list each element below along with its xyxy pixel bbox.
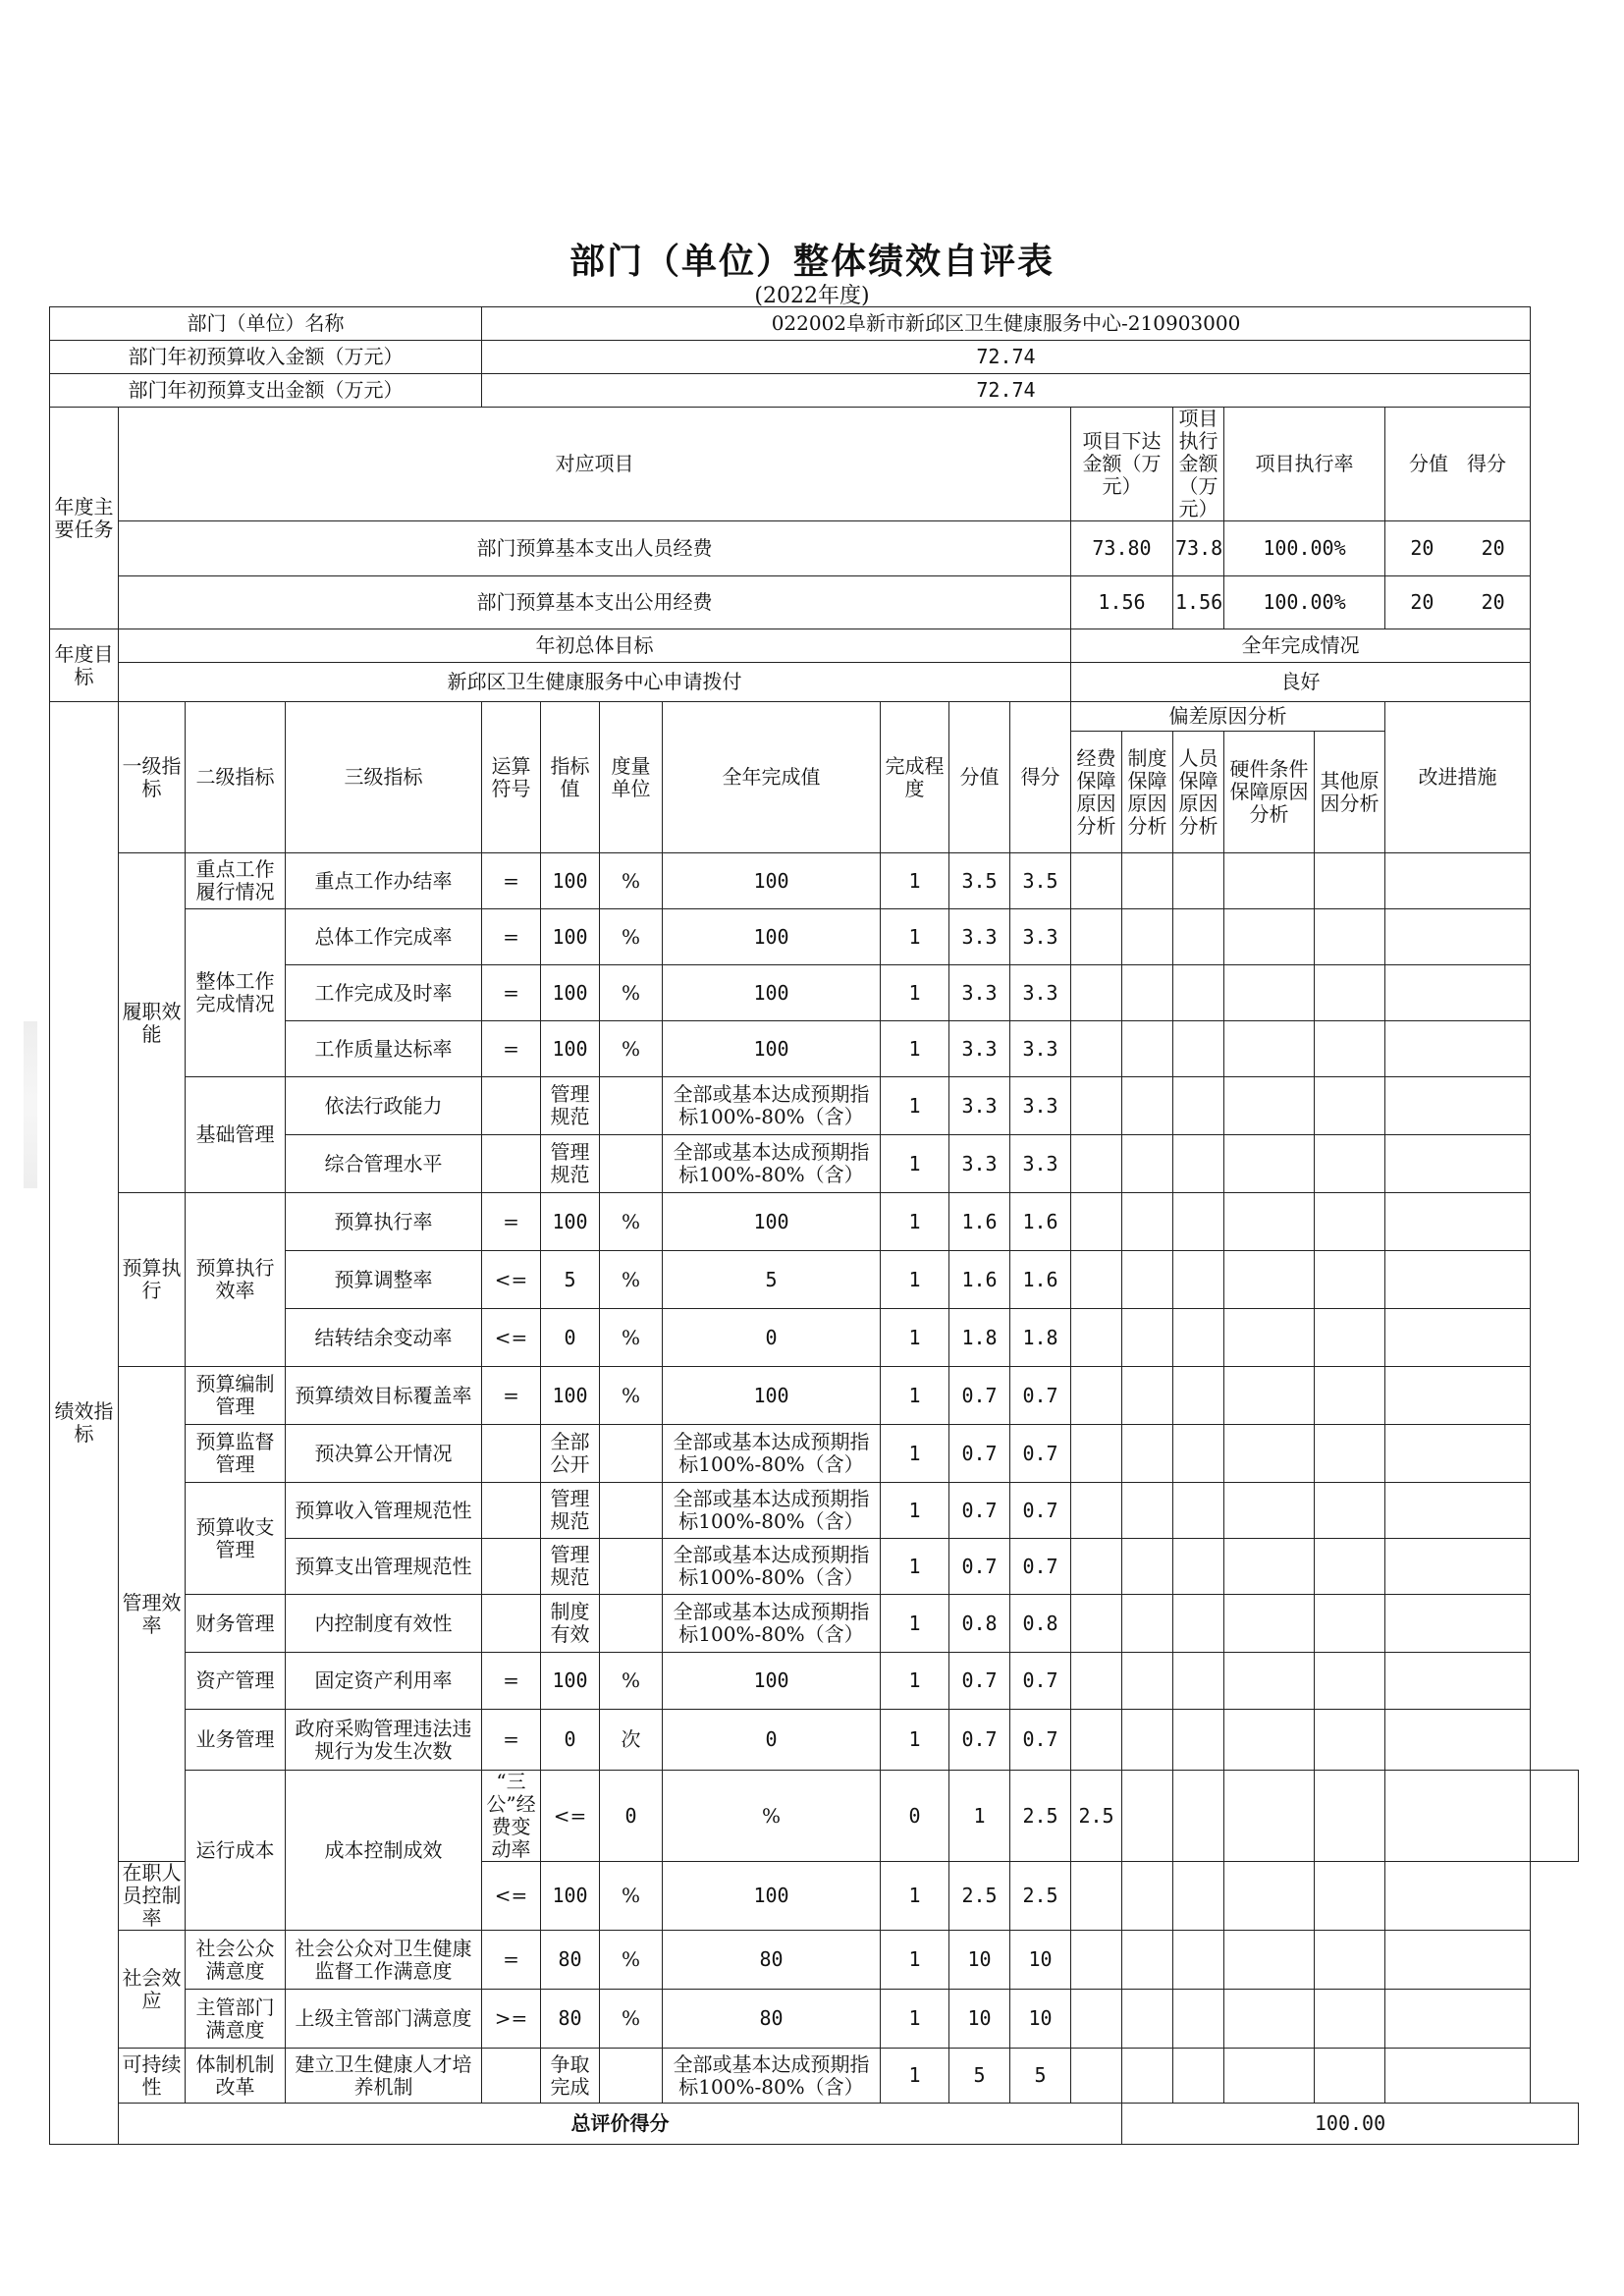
income-row: [50, 341, 1579, 374]
task-project: 部门预算基本支出公用经费: [119, 576, 1071, 629]
weight-value: 0.7: [949, 1653, 1010, 1710]
header-target: 指标值: [541, 702, 600, 853]
group-label: 运行成本: [186, 1771, 286, 1931]
unit-value: [600, 1483, 663, 1539]
l3-label: 在职人员控制率: [119, 1862, 186, 1931]
target-value: 100: [541, 1653, 600, 1710]
indicator-row: [50, 1077, 1579, 1135]
unit-value: %: [600, 1251, 663, 1309]
degree-value: 1: [881, 1595, 949, 1653]
weight-value: 10: [949, 1990, 1010, 2049]
op-value: =: [482, 1021, 541, 1077]
op-value: [482, 2049, 541, 2104]
unit-value: %: [600, 965, 663, 1021]
score-value: 1.8: [1010, 1309, 1071, 1367]
sub-label: 社会公众满意度: [186, 1931, 286, 1990]
degree-value: 1: [881, 2049, 949, 2104]
unit-value: %: [600, 1309, 663, 1367]
indicator-row: [50, 2049, 1579, 2104]
goals-section-label: 年度目标: [50, 629, 119, 702]
l3-label: 预决算公开情况: [286, 1425, 482, 1483]
op-value: =: [482, 1193, 541, 1251]
weight-value: 10: [949, 1931, 1010, 1990]
indicator-row: [50, 1595, 1579, 1653]
score-value: 1.6: [1010, 1251, 1071, 1309]
degree-value: 1: [881, 1021, 949, 1077]
actual-value: 0: [881, 1771, 949, 1862]
group-label: 预算执行: [119, 1193, 186, 1367]
degree-value: 1: [881, 1990, 949, 2049]
task-weight: 20: [1410, 536, 1435, 560]
target-value: 管理规范: [541, 1135, 600, 1193]
weight-value: 3.3: [949, 1021, 1010, 1077]
op-value: <=: [482, 1309, 541, 1367]
sub-label: 预算执行效率: [186, 1193, 286, 1367]
page-title: 部门（单位）整体绩效自评表: [568, 241, 1055, 282]
target-value: 100: [541, 1193, 600, 1251]
unit-value: %: [600, 1931, 663, 1990]
tasks-header-exec-rate: 项目执行率: [1224, 408, 1385, 521]
l3-label: 政府采购管理违法违规行为发生次数: [286, 1710, 482, 1771]
target-value: 100: [541, 1367, 600, 1425]
degree-value: 1: [881, 1710, 949, 1771]
sub-label: 重点工作履行情况: [186, 853, 286, 909]
target-value: 管理规范: [541, 1077, 600, 1135]
l3-label: 工作完成及时率: [286, 965, 482, 1021]
task-budget: 1.56: [1071, 576, 1173, 629]
unit-value: %: [600, 1193, 663, 1251]
score-value: 3.3: [1010, 1077, 1071, 1135]
header-deviation: 偏差原因分析: [1071, 702, 1385, 732]
degree-value: 1: [881, 1251, 949, 1309]
indicator-row: [50, 909, 1579, 965]
degree-value: 1: [881, 1077, 949, 1135]
degree-value: 1: [881, 1931, 949, 1990]
header-dev-funding: 经费保障原因分析: [1071, 732, 1122, 853]
tasks-header-project: 对应项目: [119, 408, 1071, 521]
unit-value: [600, 1425, 663, 1483]
indicator-row: [50, 1771, 1579, 1862]
actual-value: 全部或基本达成预期指标100%-80%（含）: [663, 1135, 881, 1193]
l3-label: 预算支出管理规范性: [286, 1539, 482, 1595]
degree-value: 1: [881, 1135, 949, 1193]
target-value: 全部公开: [541, 1425, 600, 1483]
unit-value: %: [600, 853, 663, 909]
actual-value: 80: [663, 1990, 881, 2049]
header-l2: 二级指标: [186, 702, 286, 853]
expense-row: [50, 374, 1579, 408]
weight-value: 3.3: [949, 1135, 1010, 1193]
degree-value: 1: [881, 965, 949, 1021]
target-value: 争取完成: [541, 2049, 600, 2104]
task-exec-amount: 1.56: [1173, 576, 1224, 629]
op-value: [482, 1483, 541, 1539]
group-label: 社会效应: [119, 1931, 186, 2049]
target-value: 管理规范: [541, 1539, 600, 1595]
task-exec-amount: 73.8: [1173, 521, 1224, 576]
score-value: 0.7: [1010, 1367, 1071, 1425]
l3-label: 重点工作办结率: [286, 853, 482, 909]
task-weight: 20: [1410, 590, 1435, 614]
op-value: <=: [482, 1251, 541, 1309]
unit-value: [600, 1539, 663, 1595]
indicator-row: [50, 1653, 1579, 1710]
unit-value: [600, 2049, 663, 2104]
weight-value: 2.5: [949, 1862, 1010, 1931]
target-value: 80: [541, 1931, 600, 1990]
header-dev-other: 其他原因分析: [1315, 732, 1385, 853]
unit-value: %: [663, 1771, 881, 1862]
degree-value: 1: [881, 1309, 949, 1367]
tasks-header-score: 得分: [1467, 452, 1507, 475]
header-dev-hardware: 硬件条件保障原因分析: [1224, 732, 1315, 853]
actual-value: 0: [663, 1309, 881, 1367]
indicator-row: [50, 853, 1579, 909]
l3-label: 依法行政能力: [286, 1077, 482, 1135]
weight-value: 0.7: [949, 1539, 1010, 1595]
dept-name-row: [50, 307, 1579, 341]
indicator-row: [50, 1931, 1579, 1990]
score-value: 5: [1010, 2049, 1071, 2104]
unit-value: %: [600, 1653, 663, 1710]
actual-value: 全部或基本达成预期指标100%-80%（含）: [663, 1483, 881, 1539]
task-project: 部门预算基本支出人员经费: [119, 521, 1071, 576]
header-dev-staff: 人员保障原因分析: [1173, 732, 1224, 853]
header-unit: 度量单位: [600, 702, 663, 853]
sub-label: 业务管理: [186, 1710, 286, 1771]
sub-label: 财务管理: [186, 1595, 286, 1653]
unit-value: %: [600, 909, 663, 965]
actual-value: 100: [663, 853, 881, 909]
weight-value: 2.5: [1010, 1771, 1071, 1862]
expense-label: 部门年初预算支出金额（万元）: [50, 374, 482, 408]
score-value: 10: [1010, 1990, 1071, 2049]
goals-header-row: [50, 629, 1579, 663]
actual-value: 100: [663, 1021, 881, 1077]
target-value: 0: [600, 1771, 663, 1862]
indicator-row: [50, 1710, 1579, 1771]
tasks-header-exec-amount: 项目执行金额（万元）: [1173, 408, 1224, 521]
score-value: 3.3: [1010, 1021, 1071, 1077]
weight-value: 3.3: [949, 1077, 1010, 1135]
tasks-header-budget: 项目下达金额（万元）: [1071, 408, 1173, 521]
indicator-row: [50, 1425, 1579, 1483]
actual-value: 100: [663, 1193, 881, 1251]
score-value: 2.5: [1071, 1771, 1122, 1862]
actual-value: 0: [663, 1710, 881, 1771]
indicators-section-label: 绩效指标: [50, 702, 119, 2145]
task-row: [50, 521, 1579, 576]
score-value: 2.5: [1010, 1862, 1071, 1931]
header-weight: 分值: [949, 702, 1010, 853]
l3-label: 工作质量达标率: [286, 1021, 482, 1077]
weight-value: 0.7: [949, 1483, 1010, 1539]
actual-value: 全部或基本达成预期指标100%-80%（含）: [663, 2049, 881, 2104]
l3-label: 建立卫生健康人才培养机制: [286, 2049, 482, 2104]
score-value: 3.3: [1010, 909, 1071, 965]
score-value: 3.5: [1010, 853, 1071, 909]
op-value: [482, 1539, 541, 1595]
l3-label: 预算调整率: [286, 1251, 482, 1309]
degree-value: 1: [949, 1771, 1010, 1862]
score-value: 0.7: [1010, 1425, 1071, 1483]
degree-value: 1: [881, 1539, 949, 1595]
tasks-header-row: [50, 408, 1579, 521]
tasks-header-weight: 分值: [1408, 452, 1448, 475]
header-op: 运算符号: [482, 702, 541, 853]
op-value: =: [482, 853, 541, 909]
actual-value: 100: [663, 909, 881, 965]
sub-label: 资产管理: [186, 1653, 286, 1710]
expense-value: 72.74: [482, 374, 1531, 408]
score-value: 3.3: [1010, 965, 1071, 1021]
scan-artifact: [24, 1021, 37, 1188]
sub-label: 主管部门满意度: [186, 1990, 286, 2049]
actual-value: 全部或基本达成预期指标100%-80%（含）: [663, 1425, 881, 1483]
op-value: <=: [482, 1862, 541, 1931]
score-value: 0.7: [1010, 1653, 1071, 1710]
task-row: [50, 576, 1579, 629]
actual-value: 100: [663, 1653, 881, 1710]
weight-value: 5: [949, 2049, 1010, 2104]
task-weight-score: [1385, 576, 1531, 629]
weight-value: 3.5: [949, 853, 1010, 909]
op-value: =: [482, 1710, 541, 1771]
group-label: 管理效率: [119, 1367, 186, 1862]
weight-value: 3.3: [949, 965, 1010, 1021]
dept-name-label: 部门（单位）名称: [50, 307, 482, 341]
unit-value: %: [600, 1021, 663, 1077]
unit-value: 次: [600, 1710, 663, 1771]
op-value: =: [482, 1653, 541, 1710]
indicator-row: [50, 1367, 1579, 1425]
actual-value: 100: [663, 965, 881, 1021]
goals-overall-value: 新邱区卫生健康服务中心申请拨付: [119, 663, 1071, 702]
goals-value-row: [50, 663, 1579, 702]
op-value: =: [482, 1931, 541, 1990]
degree-value: 1: [881, 853, 949, 909]
degree-value: 1: [881, 1367, 949, 1425]
evaluation-table: [49, 306, 1579, 2145]
actual-value: 80: [663, 1931, 881, 1990]
weight-value: 1.6: [949, 1251, 1010, 1309]
degree-value: 1: [881, 1653, 949, 1710]
actual-value: 100: [663, 1367, 881, 1425]
tasks-header-weight-score: [1385, 408, 1531, 521]
op-value: [482, 1077, 541, 1135]
weight-value: 0.7: [949, 1425, 1010, 1483]
target-value: 0: [541, 1309, 600, 1367]
weight-value: 3.3: [949, 909, 1010, 965]
degree-value: 1: [881, 909, 949, 965]
group-label: 履职效能: [119, 853, 186, 1193]
op-value: =: [482, 909, 541, 965]
l3-label: 内控制度有效性: [286, 1595, 482, 1653]
weight-value: 1.6: [949, 1193, 1010, 1251]
header-l1: 一级指标: [119, 702, 186, 853]
weight-value: 1.8: [949, 1309, 1010, 1367]
l3-label: 综合管理水平: [286, 1135, 482, 1193]
target-value: 100: [541, 909, 600, 965]
target-value: 100: [541, 853, 600, 909]
score-value: 3.3: [1010, 1135, 1071, 1193]
actual-value: 全部或基本达成预期指标100%-80%（含）: [663, 1539, 881, 1595]
sub-label: 预算监督管理: [186, 1425, 286, 1483]
page-subtitle: (2022年度): [754, 284, 870, 308]
target-value: 制度有效: [541, 1595, 600, 1653]
unit-value: [600, 1595, 663, 1653]
degree-value: 1: [881, 1483, 949, 1539]
score-value: 0.7: [1010, 1539, 1071, 1595]
actual-value: 全部或基本达成预期指标100%-80%（含）: [663, 1595, 881, 1653]
task-score: 20: [1481, 536, 1505, 560]
score-value: 1.6: [1010, 1193, 1071, 1251]
weight-value: 0.7: [949, 1710, 1010, 1771]
sub-label: 体制机制改革: [186, 2049, 286, 2104]
unit-value: [600, 1135, 663, 1193]
l3-label: 预算收入管理规范性: [286, 1483, 482, 1539]
total-label: 总评价得分: [119, 2104, 1122, 2145]
l3-label: 预算绩效目标覆盖率: [286, 1367, 482, 1425]
score-value: 0.7: [1010, 1483, 1071, 1539]
indicators-header-row: [50, 702, 1579, 732]
actual-value: 全部或基本达成预期指标100%-80%（含）: [663, 1077, 881, 1135]
indicator-row: [50, 1483, 1579, 1539]
l3-label: 上级主管部门满意度: [286, 1990, 482, 2049]
score-value: 0.8: [1010, 1595, 1071, 1653]
score-value: 0.7: [1010, 1710, 1071, 1771]
unit-value: [600, 1077, 663, 1135]
sub-label: 基础管理: [186, 1077, 286, 1193]
task-exec-rate: 100.00%: [1224, 576, 1385, 629]
target-value: 5: [541, 1251, 600, 1309]
group-label: 可持续性: [119, 2049, 186, 2104]
sub-label: 成本控制成效: [286, 1771, 482, 1931]
degree-value: 1: [881, 1862, 949, 1931]
actual-value: 5: [663, 1251, 881, 1309]
op-value: >=: [482, 1990, 541, 2049]
l3-label: 总体工作完成率: [286, 909, 482, 965]
header-actual: 全年完成值: [663, 702, 881, 853]
header-l3: 三级指标: [286, 702, 482, 853]
actual-value: 100: [663, 1862, 881, 1931]
l3-label: 社会公众对卫生健康监督工作满意度: [286, 1931, 482, 1990]
task-exec-rate: 100.00%: [1224, 521, 1385, 576]
op-value: =: [482, 1367, 541, 1425]
l3-label: 预算执行率: [286, 1193, 482, 1251]
op-value: [482, 1135, 541, 1193]
dept-name-value: 022002阜新市新邱区卫生健康服务中心-210903000: [482, 307, 1531, 341]
goals-overall-header: 年初总体目标: [119, 629, 1071, 663]
total-value: 100.00: [1122, 2104, 1579, 2145]
sub-label: 预算编制管理: [186, 1367, 286, 1425]
income-label: 部门年初预算收入金额（万元）: [50, 341, 482, 374]
indicator-row: [50, 1990, 1579, 2049]
degree-value: 1: [881, 1425, 949, 1483]
header-improve: 改进措施: [1385, 702, 1531, 853]
sub-label: 预算收支管理: [186, 1483, 286, 1595]
goals-completion-value: 良好: [1071, 663, 1531, 702]
total-row: [50, 2104, 1579, 2145]
target-value: 100: [541, 1021, 600, 1077]
unit-value: %: [600, 1990, 663, 2049]
degree-value: 1: [881, 1193, 949, 1251]
l3-label: 结转结余变动率: [286, 1309, 482, 1367]
header-score: 得分: [1010, 702, 1071, 853]
l3-label: “三公”经费变动率: [482, 1771, 541, 1862]
weight-value: 0.7: [949, 1367, 1010, 1425]
task-score: 20: [1481, 590, 1505, 614]
l3-label: 固定资产利用率: [286, 1653, 482, 1710]
weight-value: 0.8: [949, 1595, 1010, 1653]
op-value: <=: [541, 1771, 600, 1862]
header-dev-system: 制度保障原因分析: [1122, 732, 1173, 853]
op-value: =: [482, 965, 541, 1021]
op-value: [482, 1595, 541, 1653]
unit-value: %: [600, 1367, 663, 1425]
unit-value: %: [600, 1862, 663, 1931]
target-value: 管理规范: [541, 1483, 600, 1539]
score-value: 10: [1010, 1931, 1071, 1990]
target-value: 100: [541, 1862, 600, 1931]
task-budget: 73.80: [1071, 521, 1173, 576]
sub-label: 整体工作完成情况: [186, 909, 286, 1077]
op-value: [482, 1425, 541, 1483]
target-value: 80: [541, 1990, 600, 2049]
indicator-row: [50, 1193, 1579, 1251]
target-value: 0: [541, 1710, 600, 1771]
target-value: 100: [541, 965, 600, 1021]
tasks-section-label: 年度主要任务: [50, 408, 119, 629]
task-weight-score: [1385, 521, 1531, 576]
goals-completion-header: 全年完成情况: [1071, 629, 1531, 663]
income-value: 72.74: [482, 341, 1531, 374]
header-degree: 完成程度: [881, 702, 949, 853]
